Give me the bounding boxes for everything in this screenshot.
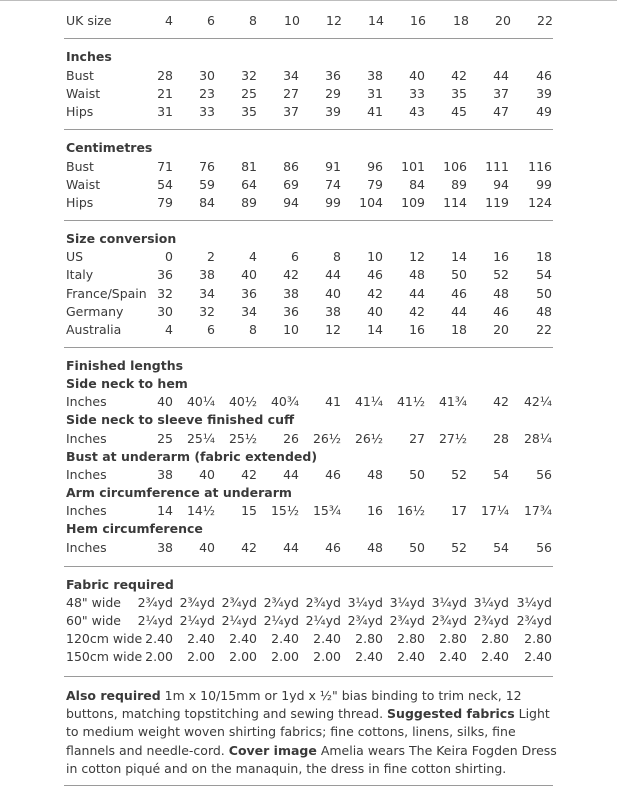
table-cell: 99 <box>325 195 341 210</box>
table-cell: 42 <box>283 267 299 282</box>
table-cell: 49 <box>536 104 552 119</box>
table-cell: 41¼ <box>354 394 383 409</box>
lengths-heading-row <box>0 484 617 502</box>
table-cell: 81 <box>241 159 257 174</box>
uk-size-cell: 10 <box>284 13 300 28</box>
divider <box>64 676 553 677</box>
table-cell: 16 <box>409 322 425 337</box>
table-cell: 2 <box>207 249 215 264</box>
table-cell: 10 <box>283 322 299 337</box>
table-cell: 2.80 <box>397 631 425 646</box>
table-cell: 48 <box>493 286 509 301</box>
row-label: 150cm wide <box>66 649 143 664</box>
uk-size-cell: 18 <box>453 13 469 28</box>
table-cell: 3¼yd <box>431 595 467 610</box>
row-label: Inches <box>66 467 107 482</box>
table-cell: 40¼ <box>186 394 215 409</box>
table-cell: 44 <box>451 304 467 319</box>
table-cell: 3¼yd <box>347 595 383 610</box>
table-cell: 86 <box>283 159 299 174</box>
table-cell: 2.00 <box>145 649 173 664</box>
table-cell: 2.40 <box>145 631 173 646</box>
table-cell: 34 <box>199 286 215 301</box>
table-cell: 54 <box>157 177 173 192</box>
table-cell: 44 <box>283 540 299 555</box>
table-cell: 2.40 <box>439 649 467 664</box>
divider <box>64 347 553 348</box>
table-cell: 3¼yd <box>516 595 552 610</box>
uk-size-cell: 12 <box>326 13 342 28</box>
table-cell: 2.00 <box>271 649 299 664</box>
section-title-inches <box>0 48 617 66</box>
table-cell: 38 <box>157 540 173 555</box>
table-cell: 16½ <box>396 503 425 518</box>
table-cell: 94 <box>283 195 299 210</box>
lengths-heading-row <box>0 411 617 429</box>
table-cell: 35 <box>451 86 467 101</box>
uk-size-cell: 20 <box>495 13 511 28</box>
table-cell: 50 <box>451 267 467 282</box>
subsection-heading: Arm circumference at underarm <box>66 485 292 500</box>
table-cell: 25 <box>157 431 173 446</box>
uk-size-label: UK size <box>66 13 112 28</box>
table-cell: 27 <box>409 431 425 446</box>
uk-size-cell: 14 <box>368 13 384 28</box>
fabric-row <box>0 648 617 666</box>
table-cell: 14 <box>367 322 383 337</box>
table-cell: 32 <box>157 286 173 301</box>
lengths-value-row <box>0 466 617 484</box>
table-cell: 96 <box>367 159 383 174</box>
table-cell: 54 <box>536 267 552 282</box>
uk-size-cell: 8 <box>249 13 257 28</box>
table-cell: 33 <box>199 104 215 119</box>
note-text: Light to medium weight woven shirting fabrics; fine cottons, linens, silks, fine flannels and needle-cord. <box>66 706 550 758</box>
table-cell: 47 <box>493 104 509 119</box>
table-cell: 12 <box>325 322 341 337</box>
table-cell: 89 <box>241 195 257 210</box>
subsection-heading: Bust at underarm (fabric extended) <box>66 449 318 464</box>
table-cell: 46 <box>536 68 552 83</box>
table-cell: 37 <box>283 104 299 119</box>
table-cell: 2.40 <box>313 631 341 646</box>
table-cell: 54 <box>493 540 509 555</box>
row-label: Waist <box>66 177 101 192</box>
table-cell: 28 <box>493 431 509 446</box>
note-label: Also required <box>66 688 161 703</box>
table-cell: 44 <box>283 467 299 482</box>
table-cell: 12 <box>409 249 425 264</box>
fabric-row <box>0 594 617 612</box>
table-cell: 27 <box>283 86 299 101</box>
table-cell: 2¼yd <box>263 613 299 628</box>
note-text: 1m x 10/15mm or 1yd x ½" bias binding to trim neck, 12 buttons, matching topstitching and sewing thread. <box>66 688 522 722</box>
row-label: Australia <box>66 322 122 337</box>
section-title: Inches <box>66 49 112 64</box>
conversion-italy-row <box>0 266 617 284</box>
conversion-germany-row <box>0 303 617 321</box>
table-cell: 10 <box>367 249 383 264</box>
table-cell: 3¼yd <box>389 595 425 610</box>
lengths-value-row <box>0 539 617 557</box>
lengths-heading-row <box>0 448 617 466</box>
table-cell: 36 <box>325 68 341 83</box>
table-cell: 25½ <box>228 431 257 446</box>
table-cell: 40 <box>241 267 257 282</box>
row-label: Inches <box>66 503 107 518</box>
uk-size-cell: 22 <box>537 13 553 28</box>
table-cell: 2.80 <box>439 631 467 646</box>
table-cell: 50 <box>536 286 552 301</box>
table-cell: 2¾yd <box>347 613 383 628</box>
uk-size-cell: 16 <box>410 13 426 28</box>
table-cell: 41½ <box>396 394 425 409</box>
table-cell: 17 <box>451 503 467 518</box>
table-cell: 119 <box>485 195 509 210</box>
table-cell: 46 <box>493 304 509 319</box>
table-cell: 17¼ <box>480 503 509 518</box>
table-cell: 28 <box>157 68 173 83</box>
table-cell: 56 <box>536 540 552 555</box>
row-label: Hips <box>66 104 94 119</box>
row-label: Germany <box>66 304 124 319</box>
table-cell: 45 <box>451 104 467 119</box>
table-cell: 38 <box>157 467 173 482</box>
table-cell: 52 <box>451 540 467 555</box>
table-cell: 2.00 <box>187 649 215 664</box>
table-cell: 15 <box>241 503 257 518</box>
table-cell: 31 <box>367 86 383 101</box>
table-cell: 48 <box>536 304 552 319</box>
row-label: US <box>66 249 84 264</box>
row-label: 48" wide <box>66 595 121 610</box>
table-cell: 2.40 <box>524 649 552 664</box>
table-cell: 2¾yd <box>137 595 173 610</box>
table-cell: 32 <box>241 68 257 83</box>
pattern-notes <box>66 687 558 778</box>
table-cell: 38 <box>367 68 383 83</box>
inches-waist-row <box>0 85 617 103</box>
table-cell: 2.80 <box>355 631 383 646</box>
table-cell: 48 <box>367 540 383 555</box>
table-cell: 46 <box>325 467 341 482</box>
table-cell: 2.00 <box>313 649 341 664</box>
divider <box>64 785 553 786</box>
table-cell: 26½ <box>354 431 383 446</box>
table-cell: 2.40 <box>271 631 299 646</box>
table-cell: 15¾ <box>312 503 341 518</box>
table-cell: 64 <box>241 177 257 192</box>
table-cell: 26½ <box>312 431 341 446</box>
table-cell: 6 <box>207 322 215 337</box>
table-cell: 4 <box>249 249 257 264</box>
row-label: Italy <box>66 267 94 282</box>
table-cell: 2¾yd <box>473 613 509 628</box>
table-cell: 30 <box>157 304 173 319</box>
section-title-lengths <box>0 357 617 375</box>
table-cell: 4 <box>165 322 173 337</box>
table-cell: 8 <box>249 322 257 337</box>
table-cell: 46 <box>451 286 467 301</box>
table-cell: 106 <box>443 159 467 174</box>
table-cell: 42 <box>493 394 509 409</box>
cm-bust-row <box>0 158 617 176</box>
table-cell: 38 <box>325 304 341 319</box>
uk-size-cell: 6 <box>207 13 215 28</box>
table-cell: 34 <box>283 68 299 83</box>
table-cell: 69 <box>283 177 299 192</box>
table-cell: 15½ <box>270 503 299 518</box>
table-cell: 25¼ <box>186 431 215 446</box>
table-cell: 48 <box>367 467 383 482</box>
table-cell: 42 <box>367 286 383 301</box>
table-cell: 32 <box>199 304 215 319</box>
row-label: Hips <box>66 195 94 210</box>
table-cell: 91 <box>325 159 341 174</box>
table-cell: 2¾yd <box>221 595 257 610</box>
table-cell: 2.40 <box>481 649 509 664</box>
table-cell: 52 <box>493 267 509 282</box>
row-label: 60" wide <box>66 613 121 628</box>
conversion-us-row <box>0 248 617 266</box>
divider <box>64 220 553 221</box>
row-label: Bust <box>66 68 94 83</box>
divider <box>64 129 553 130</box>
table-cell: 40 <box>409 68 425 83</box>
table-cell: 21 <box>157 86 173 101</box>
table-cell: 37 <box>493 86 509 101</box>
uk-size-row <box>0 12 617 30</box>
lengths-value-row <box>0 502 617 520</box>
note-label: Suggested fabrics <box>387 706 515 722</box>
table-cell: 36 <box>283 304 299 319</box>
table-cell: 52 <box>451 467 467 482</box>
section-title: Fabric required <box>66 577 174 592</box>
table-cell: 2.40 <box>397 649 425 664</box>
lengths-value-row <box>0 430 617 448</box>
table-cell: 28¼ <box>523 431 552 446</box>
table-cell: 114 <box>443 195 467 210</box>
section-title: Centimetres <box>66 140 153 155</box>
table-cell: 40 <box>325 286 341 301</box>
row-label: Inches <box>66 431 107 446</box>
table-cell: 2¾yd <box>389 613 425 628</box>
table-cell: 14 <box>451 249 467 264</box>
table-cell: 29 <box>325 86 341 101</box>
section-title-conversion <box>0 230 617 248</box>
table-cell: 42 <box>451 68 467 83</box>
table-cell: 94 <box>493 177 509 192</box>
table-cell: 46 <box>325 540 341 555</box>
conversion-france-row <box>0 285 617 303</box>
table-cell: 42 <box>409 304 425 319</box>
table-cell: 44 <box>493 68 509 83</box>
table-cell: 124 <box>528 195 552 210</box>
table-cell: 44 <box>325 267 341 282</box>
table-cell: 44 <box>409 286 425 301</box>
table-cell: 56 <box>536 467 552 482</box>
table-cell: 79 <box>367 177 383 192</box>
table-cell: 111 <box>485 159 509 174</box>
table-cell: 22 <box>536 322 552 337</box>
cm-hips-row <box>0 194 617 212</box>
table-cell: 2.40 <box>187 631 215 646</box>
table-cell: 50 <box>409 467 425 482</box>
table-cell: 0 <box>165 249 173 264</box>
table-cell: 2¾yd <box>179 595 215 610</box>
table-cell: 40 <box>367 304 383 319</box>
note-label: Cover image <box>228 742 317 758</box>
table-cell: 35 <box>241 104 257 119</box>
row-label: Inches <box>66 394 107 409</box>
table-cell: 41 <box>367 104 383 119</box>
table-cell: 39 <box>536 86 552 101</box>
table-cell: 2¾yd <box>431 613 467 628</box>
table-cell: 17¾ <box>523 503 552 518</box>
table-cell: 109 <box>401 195 425 210</box>
table-cell: 42¼ <box>523 394 552 409</box>
cm-waist-row <box>0 176 617 194</box>
fabric-row <box>0 612 617 630</box>
table-cell: 6 <box>291 249 299 264</box>
divider <box>64 38 553 39</box>
inches-hips-row <box>0 103 617 121</box>
table-cell: 2.40 <box>355 649 383 664</box>
table-cell: 101 <box>401 159 425 174</box>
row-label: Waist <box>66 86 101 101</box>
row-label: 120cm wide <box>66 631 143 646</box>
table-cell: 27½ <box>438 431 467 446</box>
section-title: Finished lengths <box>66 358 184 373</box>
table-cell: 38 <box>199 267 215 282</box>
table-cell: 2¼yd <box>305 613 341 628</box>
table-cell: 20 <box>493 322 509 337</box>
table-cell: 2¼yd <box>221 613 257 628</box>
table-cell: 25 <box>241 86 257 101</box>
table-cell: 2.00 <box>229 649 257 664</box>
table-cell: 2¾yd <box>516 613 552 628</box>
row-label: France/Spain <box>66 286 147 301</box>
table-cell: 14 <box>157 503 173 518</box>
table-cell: 89 <box>451 177 467 192</box>
table-cell: 33 <box>409 86 425 101</box>
table-cell: 76 <box>199 159 215 174</box>
subsection-heading: Side neck to sleeve finished cuff <box>66 412 295 427</box>
table-cell: 74 <box>325 177 341 192</box>
table-cell: 84 <box>409 177 425 192</box>
table-cell: 2.80 <box>524 631 552 646</box>
table-cell: 48 <box>409 267 425 282</box>
inches-bust-row <box>0 67 617 85</box>
table-cell: 18 <box>536 249 552 264</box>
table-cell: 39 <box>325 104 341 119</box>
table-cell: 40¾ <box>270 394 299 409</box>
table-cell: 71 <box>157 159 173 174</box>
table-cell: 2¾yd <box>263 595 299 610</box>
table-cell: 34 <box>241 304 257 319</box>
table-cell: 2¼yd <box>179 613 215 628</box>
table-cell: 2¾yd <box>305 595 341 610</box>
uk-size-cell: 4 <box>165 13 173 28</box>
table-cell: 40 <box>199 540 215 555</box>
table-cell: 41 <box>325 394 341 409</box>
table-cell: 54 <box>493 467 509 482</box>
fabric-row <box>0 630 617 648</box>
lengths-heading-row <box>0 375 617 393</box>
section-title-fabric <box>0 576 617 594</box>
table-cell: 16 <box>493 249 509 264</box>
table-cell: 40 <box>157 394 173 409</box>
subsection-heading: Side neck to hem <box>66 376 188 391</box>
table-cell: 14½ <box>186 503 215 518</box>
table-cell: 59 <box>199 177 215 192</box>
note-text: Amelia wears The Keira Fogden Dress in cotton piqué and on the manaquin, the dress in fine cotton shirting. <box>66 742 557 776</box>
table-cell: 40 <box>199 467 215 482</box>
table-cell: 42 <box>241 467 257 482</box>
table-cell: 46 <box>367 267 383 282</box>
table-cell: 36 <box>241 286 257 301</box>
table-cell: 99 <box>536 177 552 192</box>
table-cell: 43 <box>409 104 425 119</box>
table-cell: 38 <box>283 286 299 301</box>
table-cell: 79 <box>157 195 173 210</box>
table-cell: 84 <box>199 195 215 210</box>
table-cell: 2.40 <box>229 631 257 646</box>
row-label: Inches <box>66 540 107 555</box>
top-divider <box>0 0 617 1</box>
table-cell: 42 <box>241 540 257 555</box>
lengths-heading-row <box>0 520 617 538</box>
row-label: Bust <box>66 159 94 174</box>
table-cell: 3¼yd <box>473 595 509 610</box>
table-cell: 2.80 <box>481 631 509 646</box>
table-cell: 18 <box>451 322 467 337</box>
table-cell: 8 <box>333 249 341 264</box>
subsection-heading: Hem circumference <box>66 521 203 536</box>
lengths-value-row <box>0 393 617 411</box>
table-cell: 116 <box>528 159 552 174</box>
table-cell: 2¼yd <box>137 613 173 628</box>
section-title-centimetres <box>0 139 617 157</box>
table-cell: 23 <box>199 86 215 101</box>
table-cell: 40½ <box>228 394 257 409</box>
table-cell: 50 <box>409 540 425 555</box>
conversion-australia-row <box>0 321 617 339</box>
table-cell: 31 <box>157 104 173 119</box>
table-cell: 16 <box>367 503 383 518</box>
divider <box>64 566 553 567</box>
table-cell: 104 <box>359 195 383 210</box>
table-cell: 41¾ <box>438 394 467 409</box>
section-title: Size conversion <box>66 231 177 246</box>
table-cell: 26 <box>283 431 299 446</box>
table-cell: 36 <box>157 267 173 282</box>
table-cell: 30 <box>199 68 215 83</box>
